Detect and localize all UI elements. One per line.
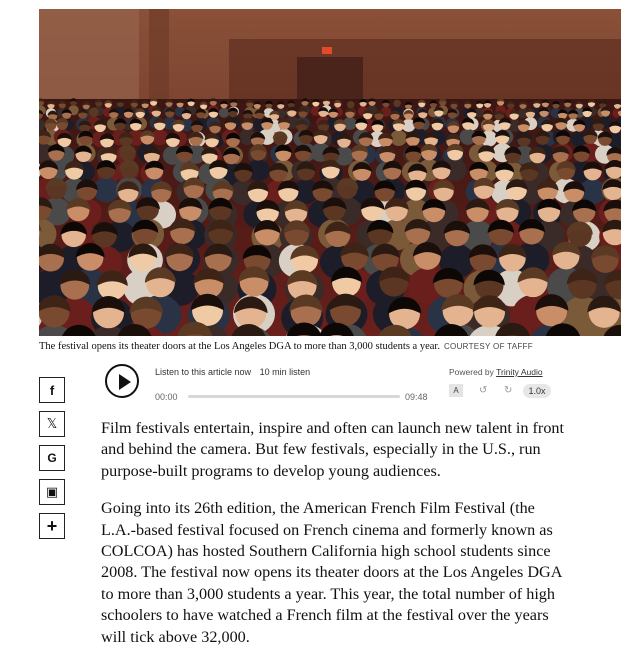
provider-link[interactable]: Trinity Audio [496, 367, 542, 377]
caption-text: The festival opens its theater doors at the Los Angeles DGA to more than 3,000 students a year. [39, 341, 440, 352]
audience-illustration [39, 9, 621, 336]
forward-icon[interactable]: ↻ [504, 385, 512, 396]
listen-text: Listen to this article now [155, 367, 251, 377]
photo-caption [39, 341, 629, 352]
translate-icon[interactable]: A [449, 384, 463, 397]
facebook-icon: f [50, 383, 54, 398]
paragraph-1: Film festivals entertain, inspire and often can launch new talent in front and behind the camera. But few festivals, especially in the U.S., run purpose-built programs to develop young audiences. [101, 418, 571, 482]
x-icon: 𝕏 [47, 417, 57, 432]
paragraph-2: Going into its 26th edition, the American French Film Festival (the L.A.-based festival focused on French cinema and formerly known as COLCOA) has hosted Southern California high school students since 2008. The festival now opens its theater doors at the Los Angeles DGA to more than 3,000 students a year. This year, the total number of high schoolers to have watched a French film at the festival over the years will tick above 32,000. [101, 498, 571, 648]
article-body [101, 418, 571, 664]
exit-sign [322, 47, 332, 54]
powered-by-text: Powered by [449, 367, 494, 377]
photo-credit: COURTESY OF TAFFF [444, 342, 533, 351]
total-time: 09:48 [405, 392, 428, 402]
audio-player [103, 362, 555, 404]
listen-label [155, 367, 310, 377]
google-share-button[interactable] [39, 445, 65, 471]
rewind-icon[interactable]: ↺ [479, 385, 487, 396]
google-icon: G [47, 451, 56, 465]
share-bar [39, 377, 65, 547]
powered-by [449, 367, 543, 377]
play-button[interactable] [105, 364, 139, 398]
speed-button[interactable]: 1.0x [523, 384, 551, 398]
listen-duration: 10 min listen [260, 367, 311, 377]
progress-track[interactable] [188, 395, 400, 398]
current-time: 00:00 [155, 392, 178, 402]
more-share-button[interactable] [39, 513, 65, 539]
plus-icon: + [47, 516, 58, 537]
hero-photo [39, 9, 621, 336]
flipboard-icon: ▣ [46, 485, 58, 500]
facebook-share-button[interactable] [39, 377, 65, 403]
flipboard-share-button[interactable] [39, 479, 65, 505]
x-share-button[interactable] [39, 411, 65, 437]
